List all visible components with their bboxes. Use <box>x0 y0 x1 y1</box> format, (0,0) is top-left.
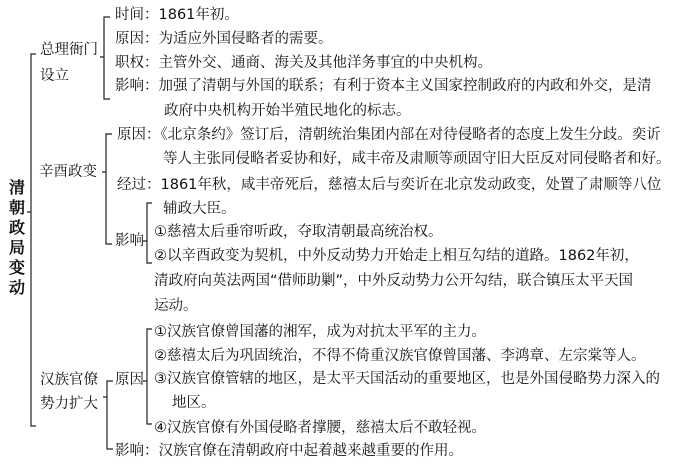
section-1-brace <box>100 17 110 99</box>
subitem: ④汉族官僚有外国侵略者撑腰，慈禧太后不敢轻视。 <box>154 420 486 436</box>
section-label: 汉族官僚 <box>40 372 98 388</box>
item-impact: 影响：汉族官僚在清朝政府中起着越来越重要的作用。 <box>115 443 463 459</box>
section-3-brace <box>103 381 113 449</box>
item-process: 经过：1861年秋，咸丰帝死后，慈禧太后与奕䜣在北京发动政变，处置了肃顺等八位 <box>117 177 662 193</box>
subitem-cont: 清政府向英法两国“借师助剿”，中外反动势力公开勾结，联合镇压太平天国 <box>154 273 634 289</box>
item-cause-cont: 等人主张同侵略者妥协和好，咸丰帝及肃顺等顽固守旧大臣反对同侵略者和好。 <box>163 151 671 167</box>
section-label: 势力扩大 <box>40 396 98 412</box>
item-cause: 原因：为适应外国侵略者的需要。 <box>115 31 333 47</box>
section-3-sub-brace <box>143 329 152 424</box>
root-title: 清朝政局变动 <box>8 178 25 297</box>
section-label: 设立 <box>40 68 69 84</box>
item-cause: 原因：《北京条约》签订后，清朝统治集团内部在对待侵略者的态度上发生分歧。奕䜣 <box>117 127 661 143</box>
section-label: 辛酉政变 <box>39 164 97 180</box>
subitem: ①汉族官僚曾国藩的湘军，成为对抗太平军的主力。 <box>154 324 486 340</box>
section-label: 总理衙门 <box>40 42 98 58</box>
section-2-brace <box>102 134 112 244</box>
subitem-cont: 运动。 <box>154 298 198 314</box>
subitem: ①慈禧太后垂帘听政，夺取清朝最高统治权。 <box>154 224 443 240</box>
sub-label: 原因 <box>115 372 144 388</box>
item-time: 时间：1861年初。 <box>115 7 239 23</box>
item-impact: 影响：加强了清朝与外国的联系；有利于资本主义国家控制政府的内政和外交，是清 <box>115 78 652 94</box>
item-process-cont: 辅政大臣。 <box>163 201 236 217</box>
subitem-cont: 地区。 <box>172 395 216 411</box>
item-power: 职权：主管外交、通商、海关及其他洋务事宜的中央机构。 <box>115 55 492 71</box>
subitem: ②以辛酉政变为契机，中外反动势力开始走上相互勾结的道路。1862年初， <box>154 248 639 264</box>
subitem: ③汉族官僚管辖的地区，是太平天国活动的重要地区，也是外国侵略势力深入的 <box>154 371 660 387</box>
section-2-sub-brace <box>143 203 152 263</box>
sub-label: 影响 <box>115 233 144 249</box>
root-brace <box>27 54 36 426</box>
subitem: ②慈禧太后为巩固统治，不得不倚重汉族官僚曾国藩、李鸿章、左宗棠等人。 <box>154 348 646 364</box>
item-impact-cont: 政府中央机构开始半殖民地化的标志。 <box>164 103 411 119</box>
